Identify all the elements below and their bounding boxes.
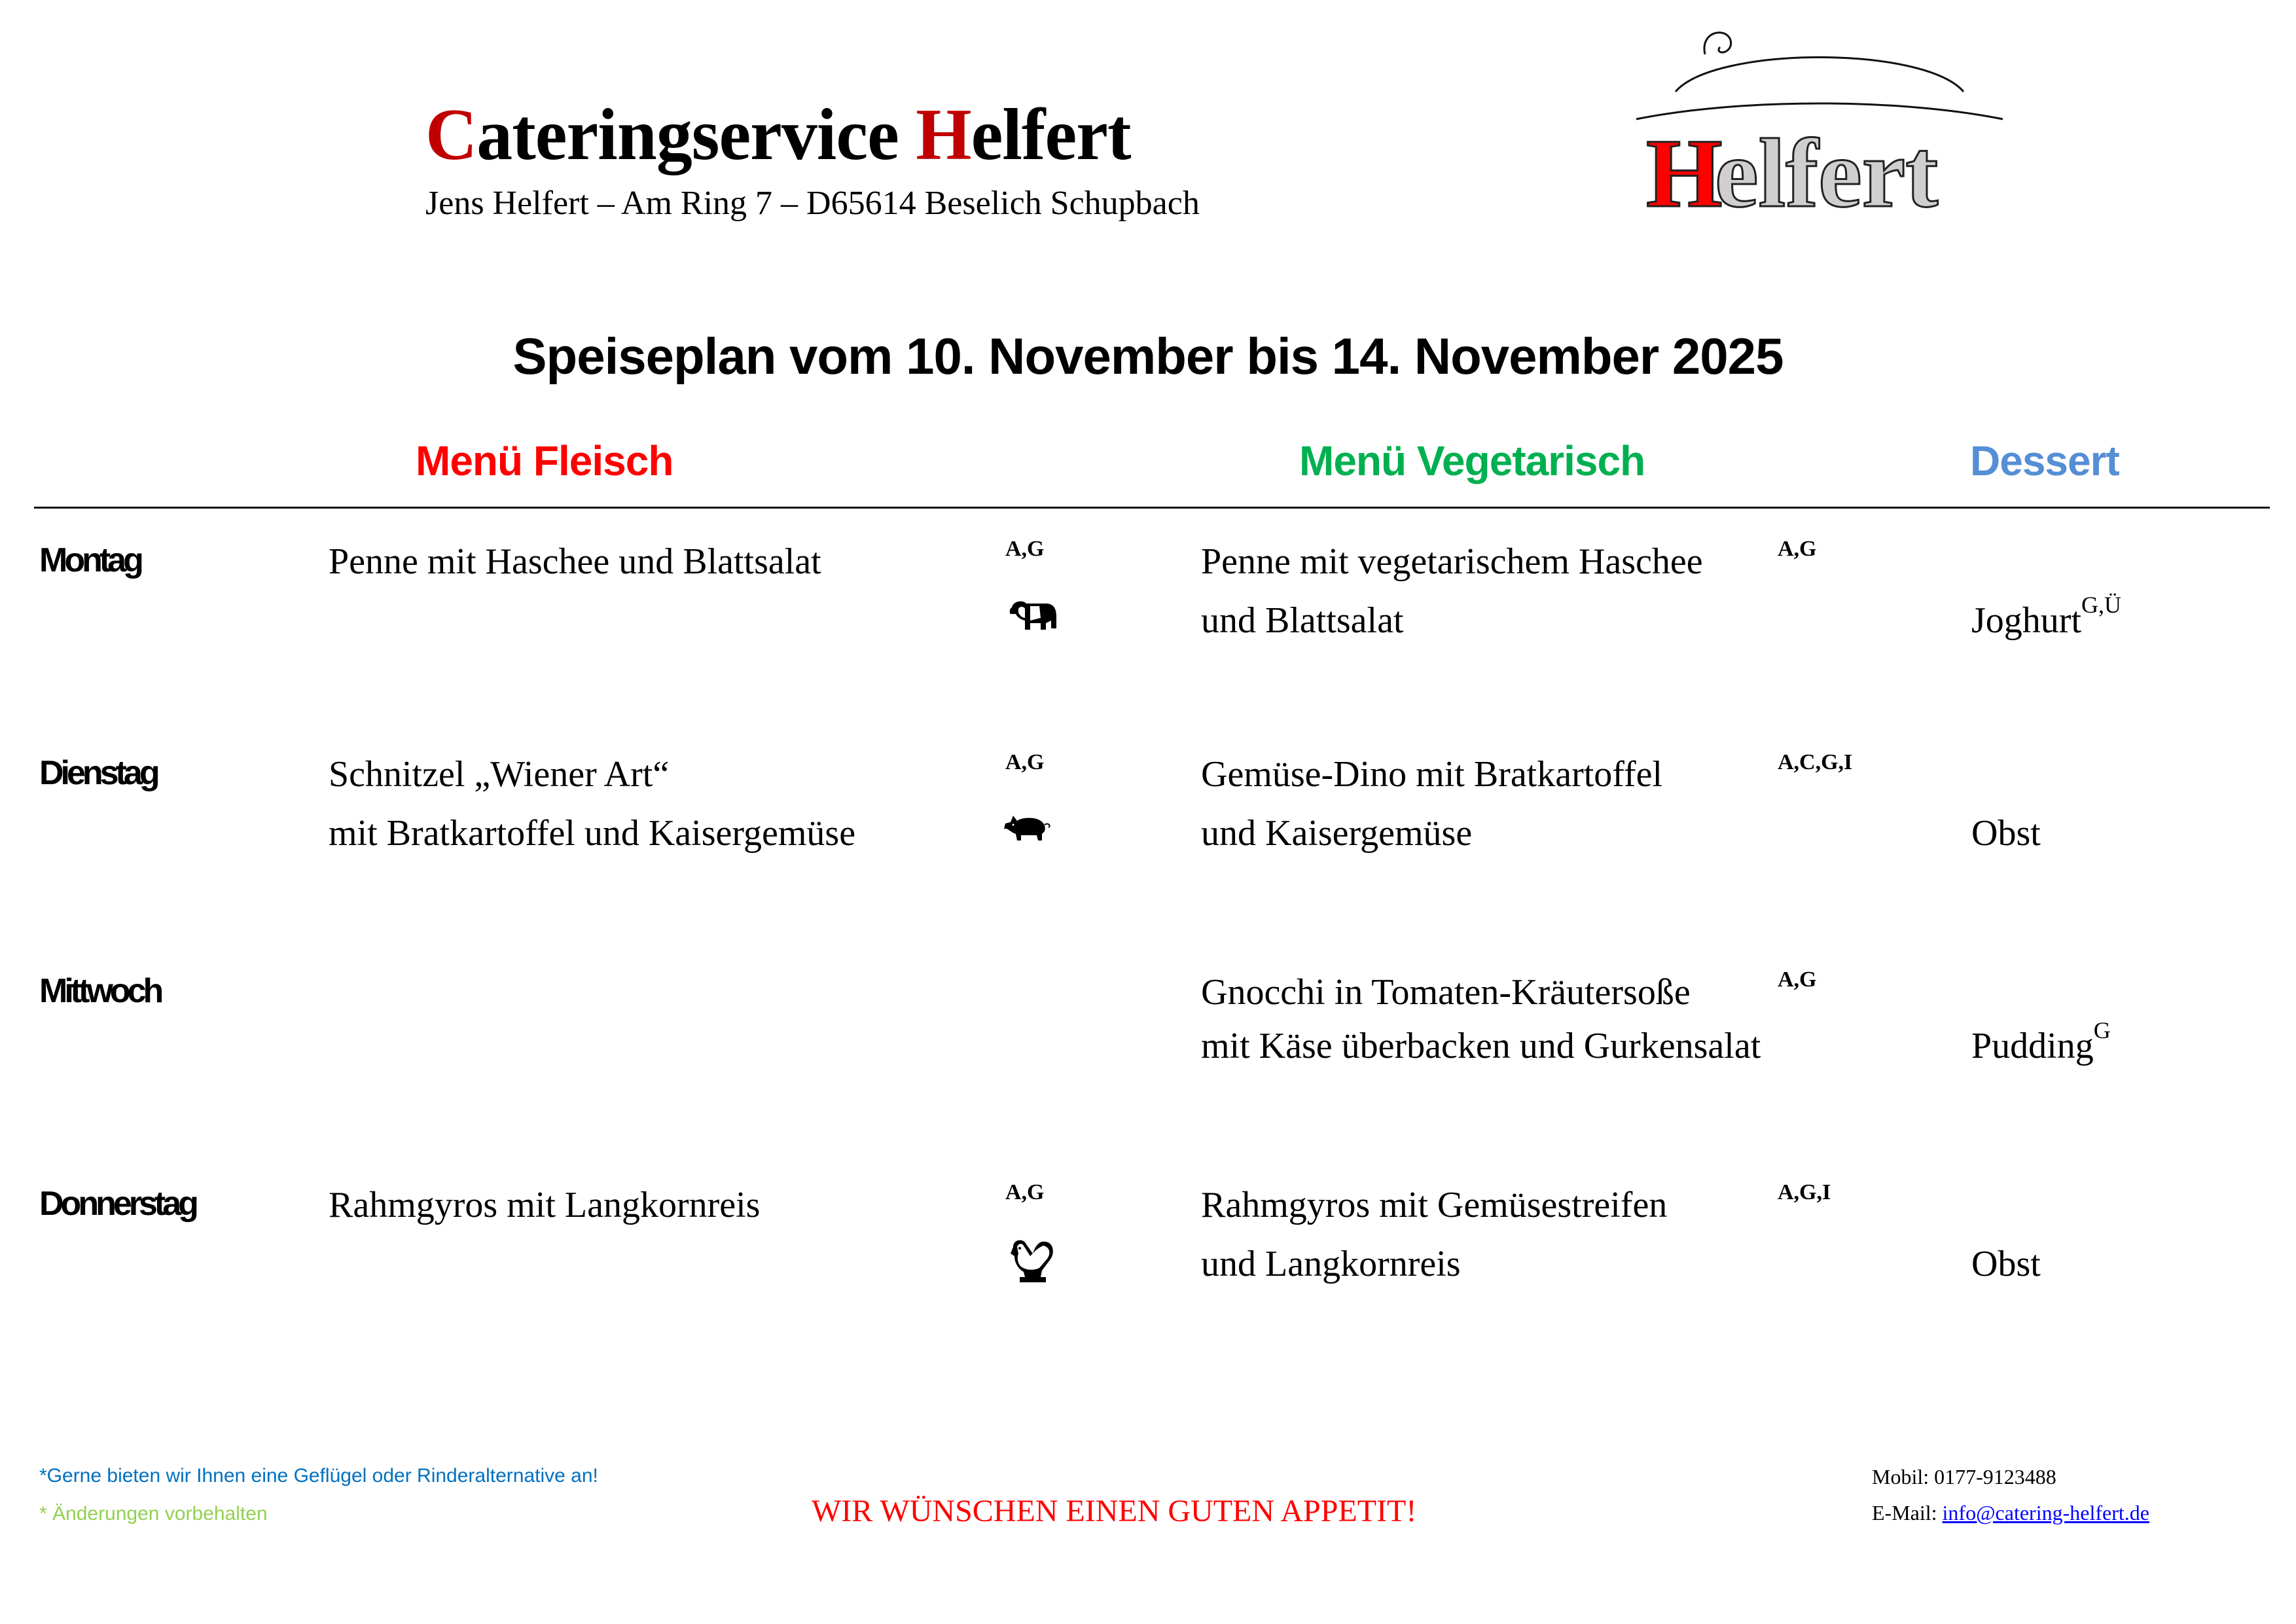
- day-label: Dienstag: [39, 754, 157, 792]
- company-initial-c: C: [425, 94, 477, 175]
- dessert-name: Pudding: [1971, 1026, 2094, 1066]
- company-name-middle: ateringservice: [476, 94, 916, 175]
- veg-dish-line-2: und Kaisergemüse: [1201, 813, 1473, 854]
- email-label: E-Mail:: [1872, 1501, 1943, 1525]
- contact-mobile: Mobil: 0177-9123488: [1872, 1465, 2056, 1489]
- dessert-name: Obst: [1971, 813, 2041, 854]
- cloche-icon: [1610, 20, 2029, 216]
- day-label: Donnerstag: [39, 1185, 196, 1223]
- pig-icon: [1003, 812, 1055, 857]
- meat-allergens: A,G: [1005, 750, 1045, 774]
- contact-email: [1872, 1502, 2149, 1523]
- meat-dish-line-1: Rahmgyros mit Langkornreis: [329, 1185, 761, 1225]
- meat-dish-line-2: mit Bratkartoffel und Kaisergemüse: [329, 813, 856, 854]
- column-header-dessert: Dessert: [1970, 437, 2119, 484]
- veg-dish-line-1: Gnocchi in Tomaten-Kräutersoße: [1201, 972, 1691, 1013]
- veg-dish-line-1: Gemüse-Dino mit Bratkartoffel: [1201, 754, 1663, 795]
- veg-allergens: A,G: [1778, 537, 1817, 561]
- column-header-vegetarian: Menü Vegetarisch: [1299, 437, 1645, 484]
- dessert-name: Joghurt: [1971, 600, 2081, 641]
- chicken-icon: [1007, 1234, 1059, 1280]
- veg-dish-line-1: Penne mit vegetarischem Haschee: [1201, 541, 1703, 582]
- dessert-item: [1971, 592, 2121, 641]
- veg-allergens: A,G,I: [1778, 1180, 1831, 1204]
- dessert-name: Obst: [1971, 1244, 2041, 1284]
- footer-appetit: WIR WÜNSCHEN EINEN GUTEN APPETIT!: [812, 1494, 1417, 1528]
- footer-note-alternative: *Gerne bieten wir Ihnen eine Geflügel oder Rinderalternative an!: [39, 1465, 598, 1487]
- meat-allergens: A,G: [1005, 1180, 1045, 1204]
- company-name-end: elfert: [971, 94, 1131, 175]
- cow-icon: [1007, 594, 1059, 640]
- day-label: Montag: [39, 541, 141, 579]
- dessert-item: [1971, 1246, 2041, 1282]
- company-initial-h: H: [916, 94, 971, 175]
- veg-dish-line-1: Rahmgyros mit Gemüsestreifen: [1201, 1185, 1668, 1225]
- veg-allergens: A,C,G,I: [1778, 750, 1853, 774]
- meat-dish-line-1: Penne mit Haschee und Blattsalat: [329, 541, 821, 582]
- meat-allergens: A,G: [1005, 537, 1045, 561]
- meat-dish-line-1: Schnitzel „Wiener Art“: [329, 754, 670, 795]
- header-divider: [34, 507, 2270, 509]
- dessert-allergens: G: [2093, 1017, 2111, 1043]
- day-label: Mittwoch: [39, 972, 161, 1010]
- email-link[interactable]: info@catering-helfert.de: [1942, 1501, 2149, 1525]
- logo-letter-h: H: [1646, 119, 1723, 216]
- dessert-item: [1971, 1017, 2111, 1066]
- footer-note-changes: * Änderungen vorbehalten: [39, 1503, 268, 1525]
- page-title: Speiseplan vom 10. November bis 14. November 2025: [512, 327, 1784, 385]
- logo-text: elfert: [1715, 119, 1939, 216]
- logo: [1610, 20, 2029, 216]
- dessert-allergens: G,Ü: [2081, 592, 2121, 618]
- veg-dish-line-2: und Langkornreis: [1201, 1244, 1461, 1284]
- company-address: Jens Helfert – Am Ring 7 – D65614 Beselich Schupbach: [425, 185, 1200, 222]
- dessert-item: [1971, 815, 2041, 852]
- column-header-meat: Menü Fleisch: [416, 437, 673, 484]
- veg-dish-line-2: mit Käse überbacken und Gurkensalat: [1201, 1026, 1761, 1066]
- veg-dish-line-2: und Blattsalat: [1201, 600, 1404, 641]
- company-name: [425, 94, 1131, 175]
- veg-allergens: A,G: [1778, 967, 1817, 992]
